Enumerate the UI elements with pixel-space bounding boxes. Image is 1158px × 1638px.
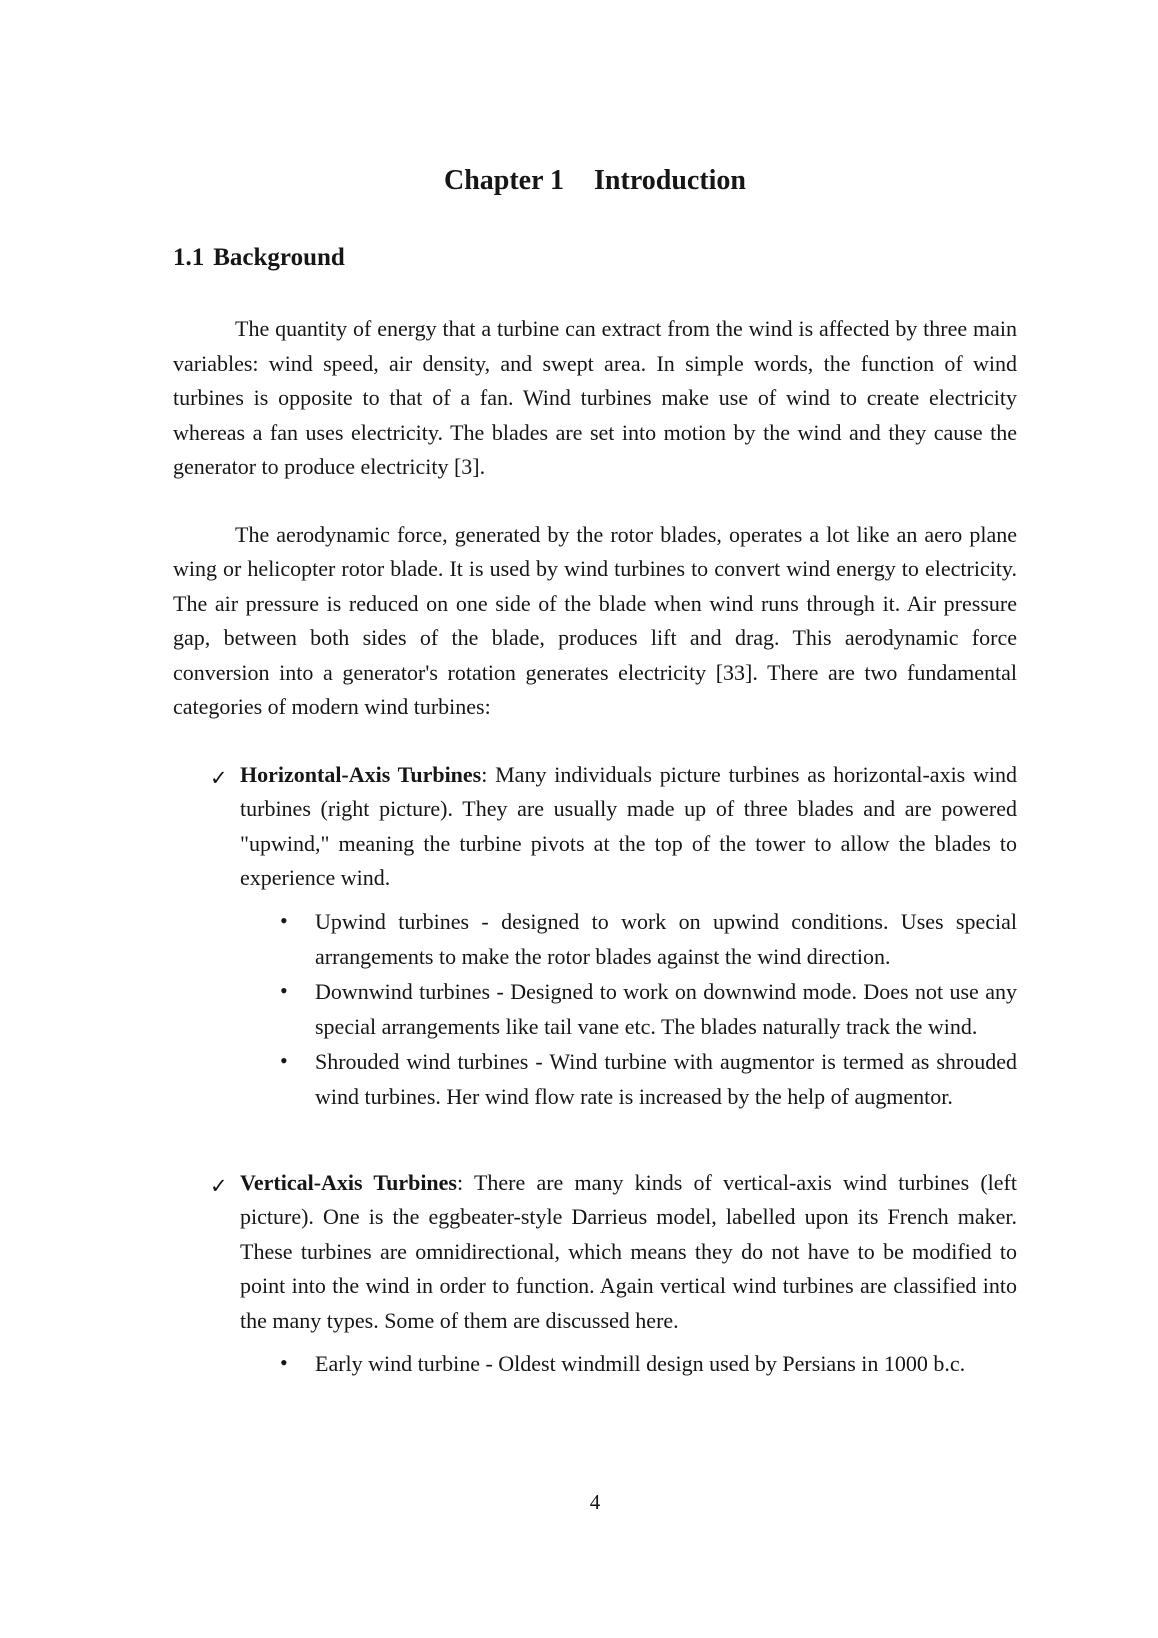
page-content bbox=[173, 0, 1017, 1381]
list-item-upwind bbox=[173, 904, 1017, 974]
list-item-downwind bbox=[173, 974, 1017, 1044]
chapter-title-text: Introduction bbox=[594, 165, 746, 196]
vertical-axis-sub-list bbox=[173, 1346, 1017, 1381]
list-item-text: Upwind turbines - designed to work on upwind conditions. Uses special arrangements to make the rotor blades against the wind direction. bbox=[315, 908, 1017, 969]
bullet-icon: • bbox=[280, 907, 288, 933]
section-heading bbox=[173, 244, 1017, 272]
check-item-lead: Horizontal-Axis Turbines bbox=[240, 761, 482, 787]
checkmark-icon: ✓ bbox=[210, 1173, 228, 1198]
list-item-early-wind-turbine bbox=[173, 1346, 1017, 1381]
paragraph-aerodynamic-force: The aerodynamic force, generated by the rotor blades, operates a lot like an aero plane wing or helicopter rotor blade. It is used by wind turbines to convert wind energy to electricity. The air pressure is reduced on one side of the blade when wind runs through it. Air pressure gap, between both sides of the blade, produces lift and drag. This aerodynamic force conversion into a generator's rotation generates electricity [33]. There are two fundamental categories of modern wind turbines: bbox=[173, 521, 1017, 719]
checkmark-icon: ✓ bbox=[210, 765, 228, 790]
list-item-text: Downwind turbines - Designed to work on downwind mode. Does not use any special arrangements like tail vane etc. The blades naturally track the wind. bbox=[315, 978, 1017, 1039]
check-item-vertical-axis bbox=[173, 1166, 1017, 1339]
section-title-text: Background bbox=[213, 244, 345, 271]
paragraph-quantity-of-energy: The quantity of energy that a turbine can extract from the wind is affected by three main variables: wind speed, air density, and swept area. In simple words, the function of wind turbines is opposite to that of a fan. Wind turbines make use of wind to create electricity whereas a fan uses electricity. The blades are set into motion by the wind and they cause the generator to produce electricity [3]. bbox=[173, 316, 1017, 479]
list-item-text: Shrouded wind turbines - Wind turbine with augmentor is termed as shrouded wind turbines. Her wind flow rate is increased by the help of augmentor. bbox=[315, 1048, 1017, 1109]
chapter-heading bbox=[173, 0, 1017, 196]
list-item-text: Early wind turbine - Oldest windmill design used by Persians in 1000 b.c. bbox=[315, 1351, 966, 1376]
check-item-body: : There are many kinds of vertical-axis wind turbines (left picture). One is the eggbeater-style Darrieus model, labelled upon its French maker. These turbines are omnidirectional, which means they do not have to be modified to point into the wind in order to function. Again vertical wind turbines are classified into the many types. Some of them are discussed here. bbox=[240, 1169, 1017, 1333]
check-item-horizontal-axis bbox=[173, 758, 1017, 896]
bullet-icon: • bbox=[280, 1047, 288, 1073]
horizontal-axis-sub-list bbox=[173, 904, 1017, 1114]
chapter-number-label: Chapter 1 bbox=[443, 165, 565, 196]
check-item-lead: Vertical-Axis Turbines bbox=[240, 1169, 457, 1195]
page-number: 4 bbox=[589, 1490, 601, 1514]
section-number: 1.1 bbox=[173, 244, 205, 271]
check-item-body: : Many individuals picture turbines as horizontal-axis wind turbines (right picture). They are usually made up of three blades and are powered "upwind," meaning the turbine pivots at the top of the tower to allow the blades to experience wind. bbox=[240, 761, 1017, 890]
bullet-icon: • bbox=[280, 1350, 288, 1375]
bullet-icon: • bbox=[280, 977, 288, 1003]
list-item-shrouded bbox=[173, 1044, 1017, 1114]
